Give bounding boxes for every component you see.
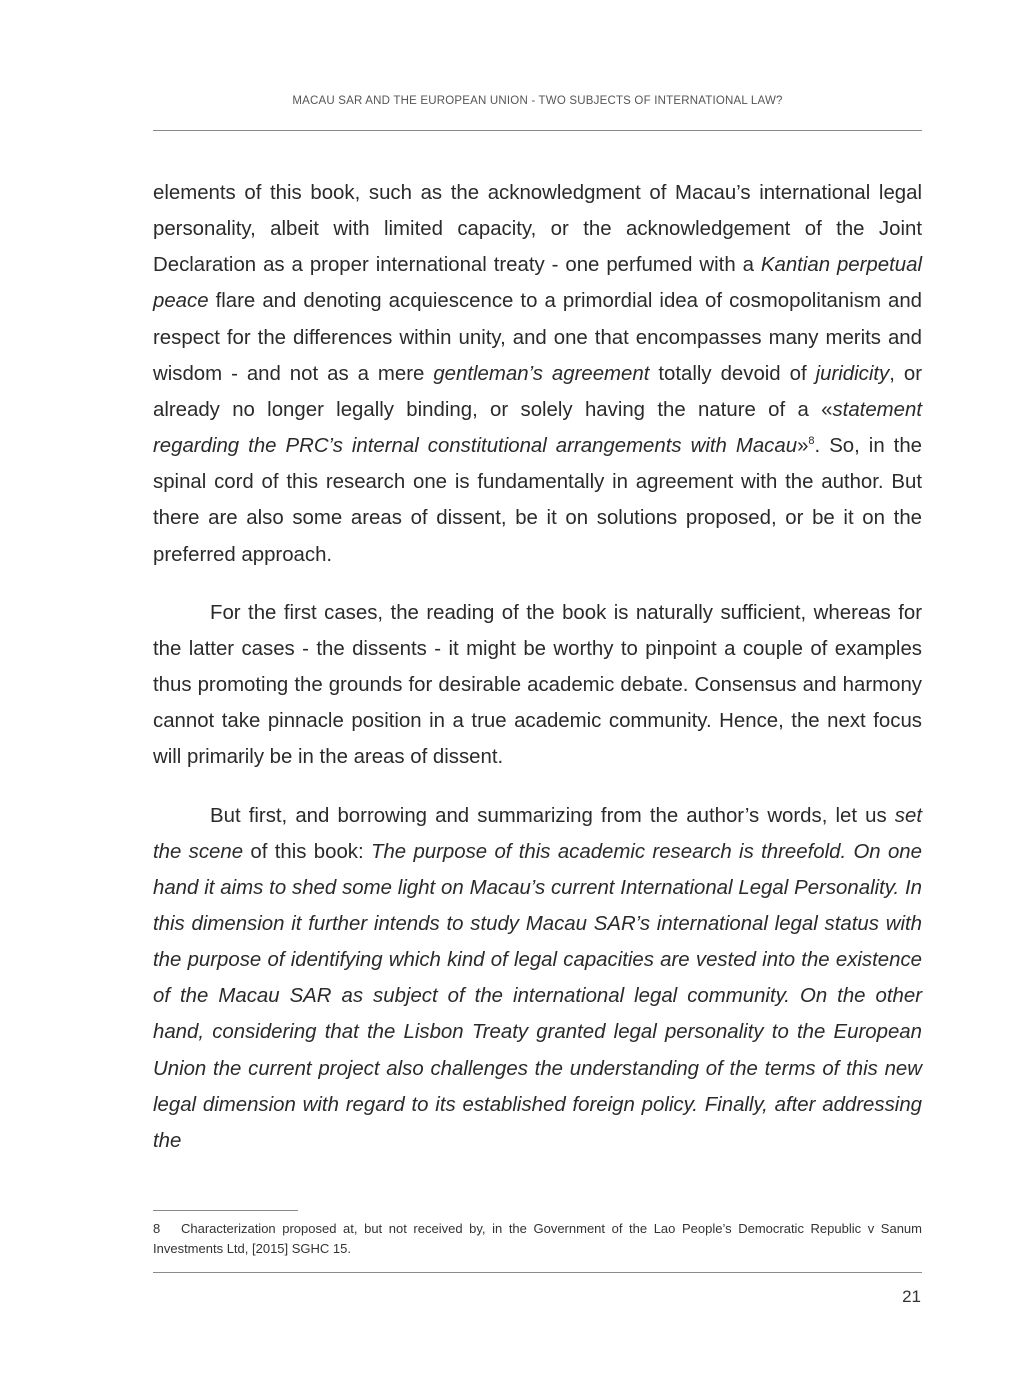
paragraph-1-text: totally devoid of — [649, 362, 816, 385]
footnote-separator — [153, 1210, 298, 1211]
paragraph-3-text: But first, and borrowing and summarizing from the author’s words, let us — [210, 804, 895, 827]
paragraph-1-italic-gentlemans-agreement: gentleman’s agreement — [433, 362, 650, 385]
paragraph-1-italic-quote: statement regarding the PRC’s internal constitutional arrangements with Macau — [153, 398, 922, 458]
paragraph-2: For the first cases, the reading of the book is naturally sufficient, whereas for the latter cases - the dissents - it might be worthy to pinpoint a couple of examples thus promoting the grounds for desirable academic debate. Consensus and harmony cannot take pinnacle position in a true academic community. Hence, the next focus will primarily be in the areas of dissent. — [153, 601, 922, 769]
paragraph-1-text: elements of this book, such as the acknowledgment of Macau’s international legal personality, albeit with limited capacity, or the acknowledgement of the Joint Declaration as a proper international treaty - one perfumed with a — [153, 182, 922, 277]
footer-rule — [153, 1272, 922, 1273]
paragraph-1-text: flare and denoting acquiescence to a primordial idea of cosmopolitanism and respect for the differences within unity, and one that encompasses many merits and wisdom - and not as a mere — [153, 290, 922, 385]
page-number: 21 — [902, 1287, 921, 1306]
body-text — [153, 175, 922, 1181]
paragraph-3-italic-set-the-scene: set the scene — [153, 804, 922, 863]
paragraph-1-italic-juridicity: juridicity — [815, 362, 890, 385]
running-header: MACAU SAR AND THE EUROPEAN UNION - TWO SUBJECTS OF INTERNATIONAL LAW? — [292, 95, 783, 107]
paragraph-1-text: » — [797, 435, 809, 458]
paragraph-1 — [153, 175, 922, 573]
paragraph-1-text: , or already no longer legally binding, or solely having the nature of a « — [153, 362, 922, 421]
paragraph-1-text: . So, in the spinal cord of this research one is fundamentally in agreement with the author. But there are also some areas of dissent, be it on solutions proposed, or be it on the preferred approach. — [153, 435, 923, 566]
paragraph-3 — [153, 798, 922, 1160]
footnote-reference[interactable]: 8 — [808, 435, 815, 448]
paragraph-1-italic-kantian: Kantian perpetual peace — [153, 254, 922, 313]
header-rule — [153, 130, 922, 131]
paragraph-3-text: of this book: — [243, 840, 371, 863]
footnote-number: 8 — [153, 1221, 161, 1236]
footnote-text: Characterization proposed at, but not received by, in the Government of the Lao People’s Democratic Republic v Sanum Investments Ltd, [2015] SGHC 15. — [153, 1221, 922, 1256]
footnote — [153, 1219, 922, 1259]
paragraph-3-italic-quote: The purpose of this academic research is threefold. On one hand it aims to shed some light on Macau’s current International Legal Personality. In this dimension it further intends to study Macau SAR’s international legal status with the purpose of identifying which kind of legal capacities are vested into the existence of the Macau SAR as subject of the international legal community. On the other hand, considering that the Lisbon Treaty granted legal personality to the European Union the current project also challenges the understanding of the terms of this new legal dimension with regard to its established foreign policy. Finally, after addressing the — [153, 840, 922, 1152]
